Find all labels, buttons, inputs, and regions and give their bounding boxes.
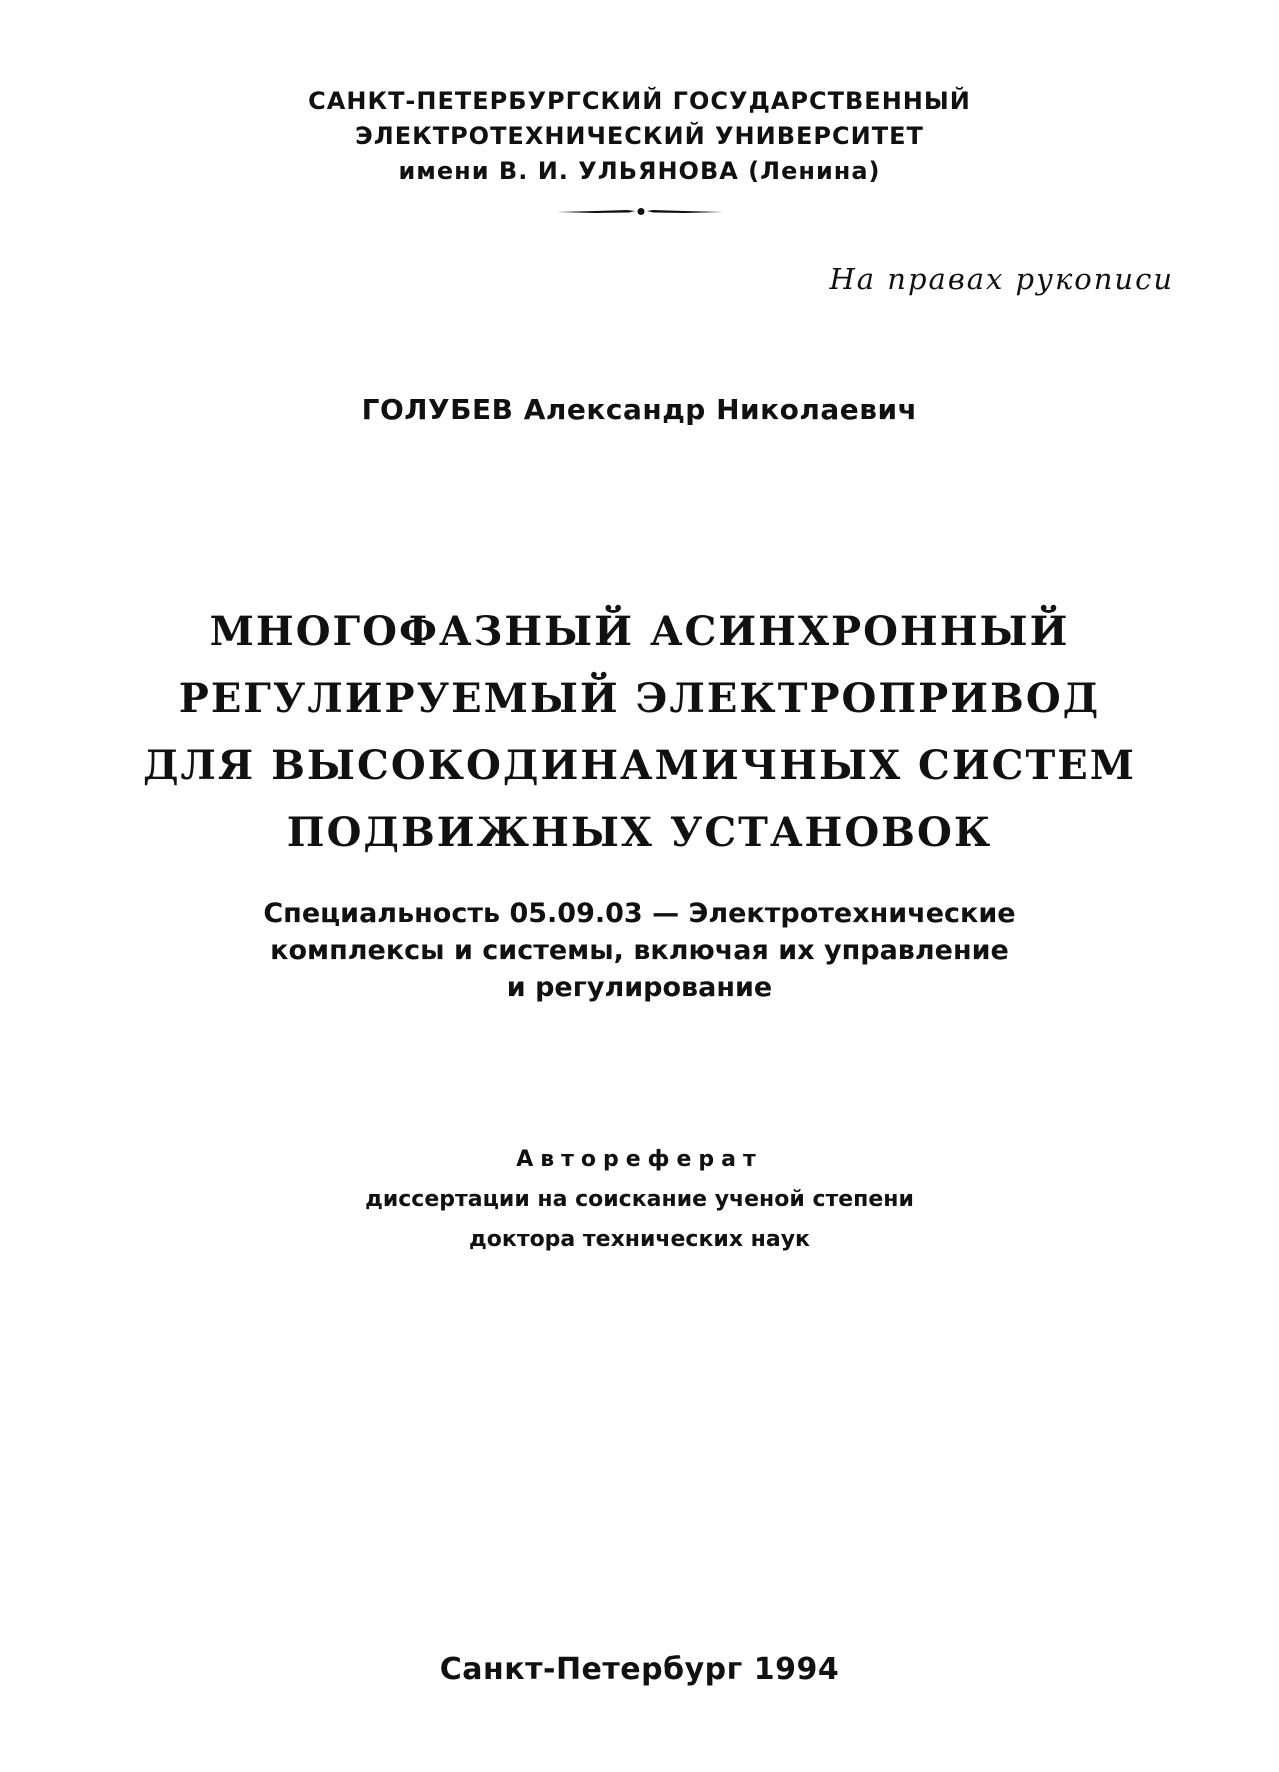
abstract-label: Автореферат — [516, 1147, 763, 1172]
specialty-line-2: комплексы и системы, включая их управление — [270, 935, 1009, 966]
ornament-divider-icon — [555, 205, 725, 217]
author-name: ГОЛУБЕВ Александр Николаевич — [361, 393, 918, 426]
specialty — [0, 895, 1279, 1006]
title-line-3: ДЛЯ ВЫСОКОДИНАМИЧНЫХ СИСТЕМ — [142, 742, 1137, 789]
place-year: Санкт-Петербург 1994 — [439, 1652, 840, 1687]
title-line-1: МНОГОФАЗНЫЙ АСИНХРОННЫЙ — [209, 608, 1070, 655]
specialty-line-1: Специальность 05.09.03 — Электротехнические — [263, 898, 1016, 929]
abstract-info — [0, 1140, 1279, 1260]
specialty-line-3: и регулирование — [506, 972, 773, 1003]
manuscript-note: На правах рукописи — [829, 262, 1174, 296]
title-line-2: РЕГУЛИРУЕМЫЙ ЭЛЕКТРОПРИВОД — [178, 675, 1101, 722]
abstract-line-2: доктора технических наук — [469, 1227, 810, 1252]
title-line-4: ПОДВИЖНЫХ УСТАНОВОК — [286, 809, 993, 856]
abstract-line-1: диссертации на соискание ученой степени — [365, 1187, 914, 1212]
university-line-2: ЭЛЕКТРОТЕХНИЧЕСКИЙ УНИВЕРСИТЕТ — [355, 122, 924, 150]
dissertation-title — [0, 598, 1279, 866]
university-line-3: имени В. И. УЛЬЯНОВА (Ленина) — [398, 157, 881, 185]
university-line-1: САНКТ-ПЕТЕРБУРГСКИЙ ГОСУДАРСТВЕННЫЙ — [308, 87, 971, 115]
university-header — [0, 84, 1279, 189]
